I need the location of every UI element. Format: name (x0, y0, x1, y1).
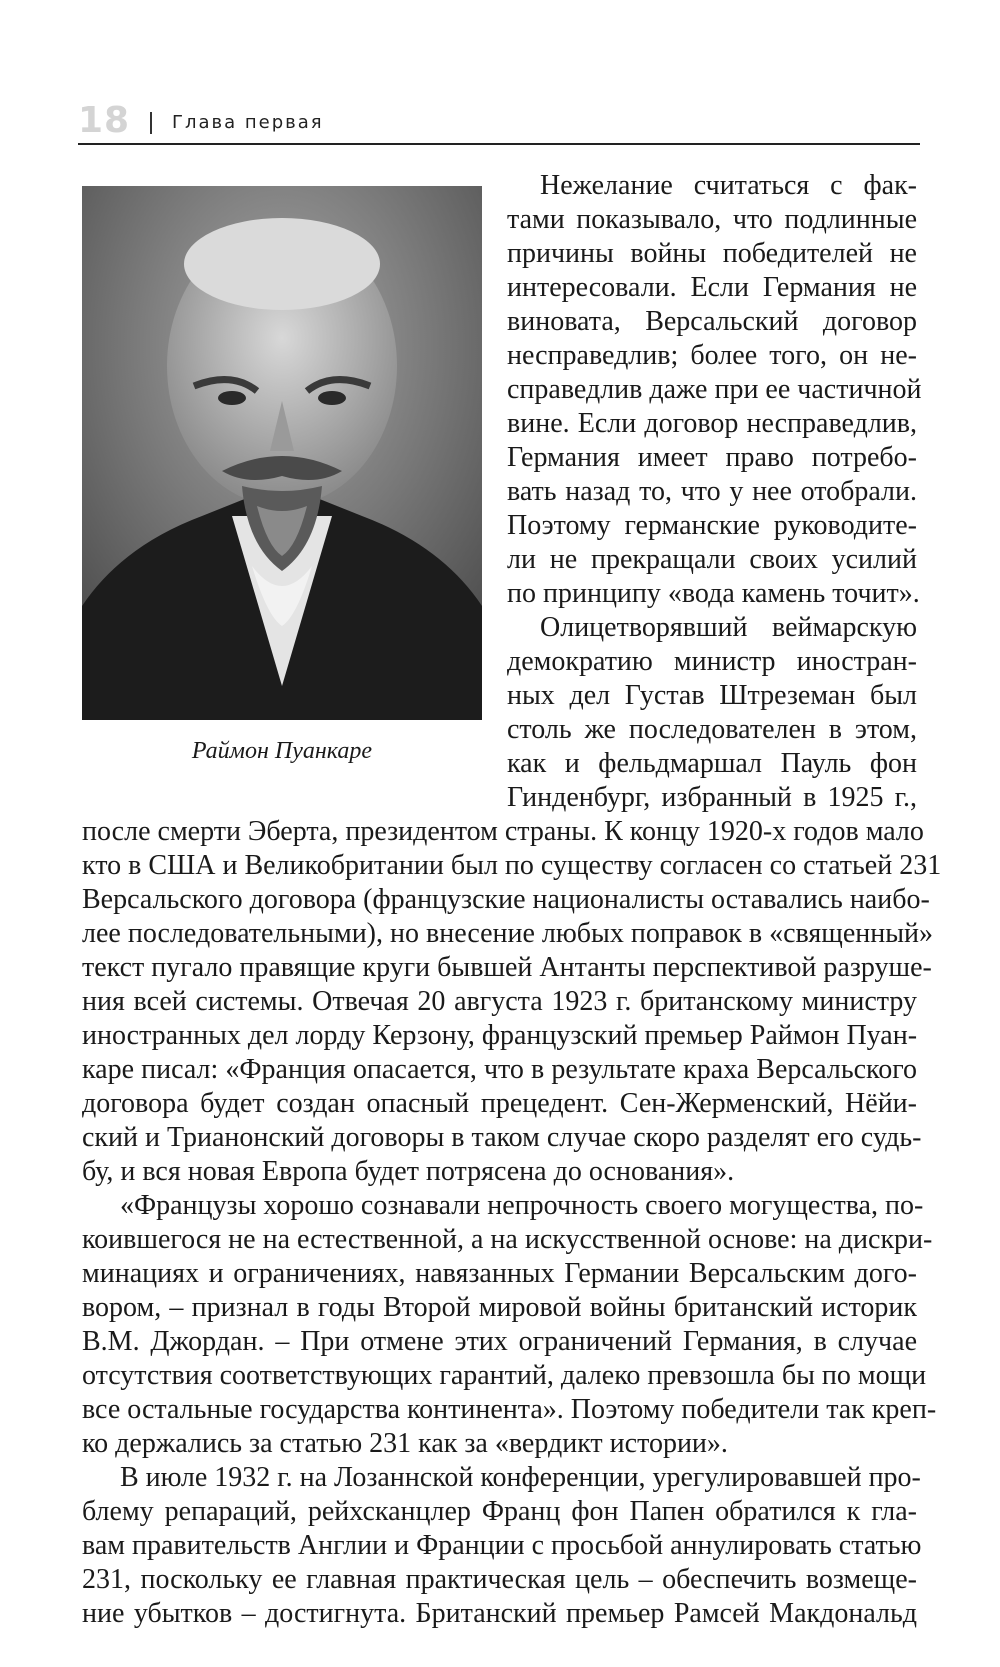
text-line: Версальского договора (французские националисты оставались наибо- (82, 884, 930, 915)
text-line: лее последовательными), но внесение любых поправок в «священный» (82, 918, 934, 949)
text-line: вором, – признал в годы Второй мировой войны британский историк (82, 1292, 917, 1323)
text-line: ли не прекращали своих усилий (507, 544, 917, 575)
text-line: «Французы хорошо сознавали непрочность своего могущества, по- (120, 1190, 924, 1221)
header-rule (78, 143, 920, 145)
text-line: Нежелание считаться с фак- (540, 170, 917, 201)
text-line: тами показывало, что подлинные (507, 204, 917, 235)
text-line: столь же последователен в этом, (507, 714, 917, 745)
text-line: 231, поскольку ее главная практическая цель – обеспечить возмеще- (82, 1564, 917, 1595)
text-line: Олицетворявший веймарскую (540, 612, 917, 643)
text-line: каре писал: «Франция опасается, что в результате краха Версальского (82, 1054, 917, 1085)
text-line: все остальные государства континента». Поэтому победители так креп- (82, 1394, 937, 1425)
text-line: иностранных дел лорду Керзону, французский премьер Раймон Пуан- (82, 1020, 918, 1051)
text-line: вине. Если договор несправедлив, (507, 408, 917, 439)
text-line: ных дел Густав Штреземан был (507, 680, 917, 711)
text-line: В.М. Джордан. – При отмене этих ограничений Германия, в случае (82, 1326, 917, 1357)
text-line: по принципу «вода камень точит». (507, 578, 920, 609)
text-line: демократию министр иностран- (507, 646, 917, 677)
text-line: ко держались за статью 231 как за «вердикт истории». (82, 1428, 728, 1459)
photo-caption: Раймон Пуанкаре (191, 738, 373, 764)
page-number: 18 (78, 100, 131, 141)
text-line: как и фельдмаршал Пауль фон (507, 748, 917, 779)
text-line: отсутствия соответствующих гарантий, далеко превзошла бы по мощи (82, 1360, 927, 1391)
text-line: после смерти Эберта, президентом страны. К концу 1920-х годов мало (82, 816, 924, 847)
text-line: справедлив даже при ее частичной (507, 374, 922, 405)
running-header (78, 100, 920, 144)
text-line: минациях и ограничениях, навязанных Германии Версальским дого- (82, 1258, 917, 1289)
text-line: Поэтому германские руководите- (507, 510, 917, 541)
text-line: коившегося не на естественной, а на искусственной основе: на дискри- (82, 1224, 933, 1255)
text-line: В июле 1932 г. на Лозаннской конференции, урегулировавшей про- (120, 1462, 921, 1493)
text-line: ния всей системы. Отвечая 20 августа 1923 г. британскому министру (82, 986, 917, 1017)
text-line: вам правительств Англии и Франции с просьбой аннулировать статью (82, 1530, 922, 1561)
header-separator (150, 112, 152, 134)
text-line: вать назад то, что у нее отобрали. (507, 476, 917, 507)
text-line: ский и Трианонский договоры в таком случае скоро разделят его судь- (82, 1122, 922, 1153)
text-line: Гинденбург, избранный в 1925 г., (507, 782, 917, 813)
text-line: причины войны победителей не (507, 238, 917, 269)
text-line: виновата, Версальский договор (507, 306, 917, 337)
text-line: кто в США и Великобритании был по существу согласен со статьей 231 (82, 850, 942, 881)
portrait-photo (82, 186, 482, 720)
text-line: ние убытков – достигнута. Британский премьер Рамсей Макдональд (82, 1598, 917, 1629)
text-line: текст пугало правящие круги бывшей Антанты перспективой разруше- (82, 952, 932, 983)
text-line: интересовали. Если Германия не (507, 272, 917, 303)
text-line: блему репараций, рейхсканцлер Франц фон Папен обратился к гла- (82, 1496, 917, 1527)
text-line: несправедлив; более того, он не- (507, 340, 917, 371)
text-line: бу, и вся новая Европа будет потрясена до основания». (82, 1156, 735, 1187)
chapter-title: Глава первая (172, 112, 324, 133)
text-line: Германия имеет право потребо- (507, 442, 917, 473)
text-line: договора будет создан опасный прецедент. Сен-Жерменский, Нёйи- (82, 1088, 917, 1119)
